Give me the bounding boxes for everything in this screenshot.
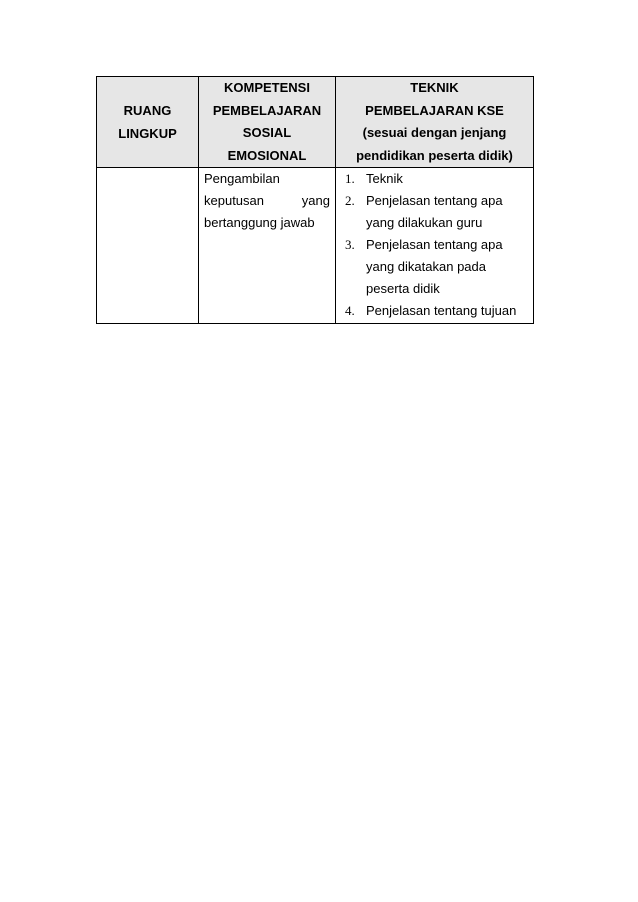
header-text-line: PEMBELAJARAN [212,102,322,118]
list-item-text: Penjelasan tentang tujuan [366,303,517,318]
kompetensi-line: Pengambilan [204,171,280,186]
list-number: 2. [345,193,355,208]
kompetensi-word: keputusan [204,193,264,208]
cell-ruang-lingkup [97,168,199,324]
list-item-text: yang dikatakan pada [366,259,486,274]
list-item-text: Penjelasan tentang apa [366,193,503,208]
list-number: 4. [345,303,355,318]
cell-kompetensi [199,168,336,324]
header-text-line: pendidikan peserta didik) [356,147,513,163]
table-header-row [97,77,534,168]
header-text-line: RUANG [123,103,172,118]
header-text-line: LINGKUP [118,125,177,141]
header-text-line: EMOSIONAL [227,147,307,163]
list-item-text: Teknik [366,171,403,186]
header-text-line: PEMBELAJARAN KSE [365,102,504,118]
header-text-line: TEKNIK [410,80,459,95]
list-item-text: peserta didik [366,281,440,296]
header-teknik [336,77,534,168]
header-text-line: SOSIAL [242,125,292,140]
teknik-list [341,168,528,322]
list-item [341,234,528,300]
kompetensi-word: yang [301,193,330,208]
table-row [97,168,534,324]
header-kompetensi [199,77,336,168]
header-ruang-lingkup [97,77,199,168]
list-item-text: yang dilakukan guru [366,215,483,230]
header-text-line: KOMPETENSI [224,80,310,95]
list-number: 3. [345,237,355,252]
list-number: 1. [345,171,355,186]
list-item [341,300,528,322]
kompetensi-line: bertanggung jawab [204,215,315,230]
cell-teknik [336,168,534,324]
header-text-line: (sesuai dengan jenjang [362,125,507,140]
kompetensi-line [204,190,330,212]
list-item [341,190,528,234]
kse-table [96,76,534,324]
list-item-text: Penjelasan tentang apa [366,237,503,252]
list-item [341,168,528,190]
